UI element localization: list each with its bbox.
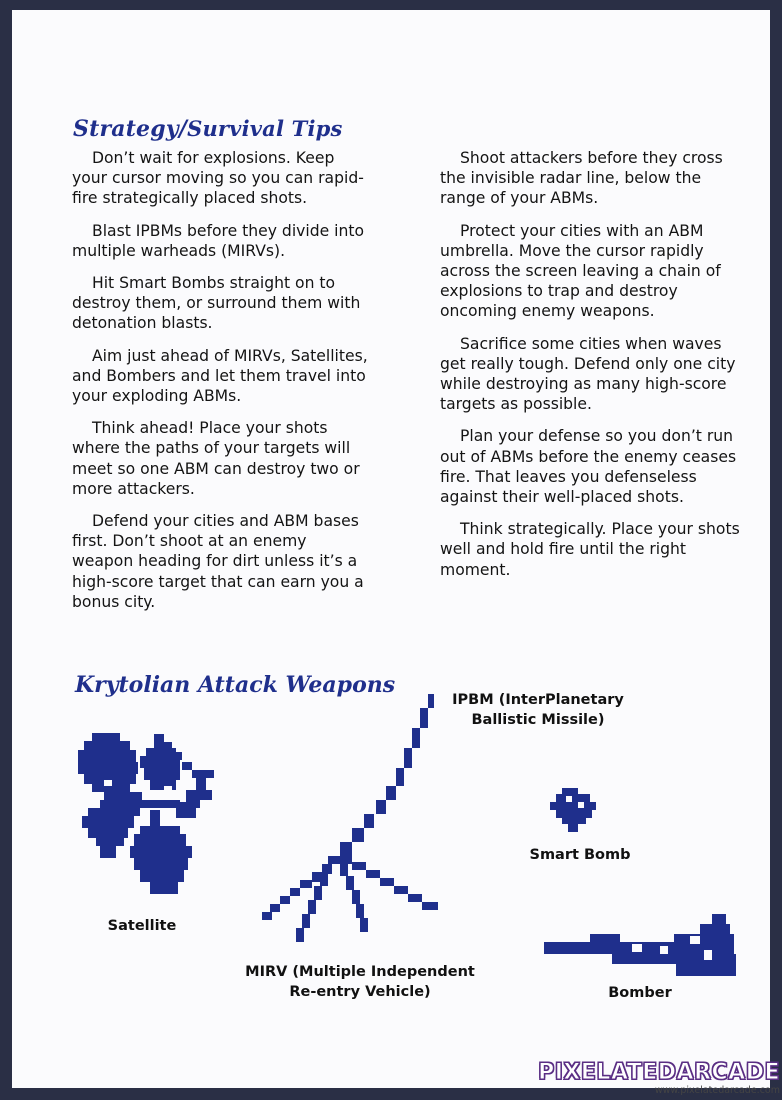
tip-paragraph: Don’t wait for explosions. Keep your cursor moving so you can rapid-fire strategically placed shots. xyxy=(72,149,364,208)
watermark-title: PIXELATEDARCADE xyxy=(538,1060,780,1085)
ipbm-label: IPBM (InterPlanetary Ballistic Missile) xyxy=(452,692,624,728)
tip-paragraph: Defend your cities and ABM bases first. Don’t shoot at an enemy weapon heading for dirt unless it’s a high-score target that can earn you a bonus city. xyxy=(72,512,364,611)
watermark-url: www.pixelatedarcade.com xyxy=(654,1085,780,1096)
tip-paragraph: Blast IPBMs before they divide into multiple warheads (MIRVs). xyxy=(72,221,365,260)
satellite-label: Satellite xyxy=(107,918,177,934)
survival-tips-title: Survival Tips xyxy=(187,116,343,141)
bomber-label: Bomber xyxy=(608,985,672,1001)
mirv-sprite xyxy=(262,694,438,942)
tip-paragraph: Think ahead! Place your shots where the paths of your targets will meet so one ABM can destroy two or more attackers. xyxy=(72,419,360,498)
tip-paragraph: Hit Smart Bombs straight on to destroy them, or surround them with detonation blasts. xyxy=(72,274,361,333)
satellite-sprite xyxy=(78,733,214,894)
tip-paragraph: Aim just ahead of MIRVs, Satellites, and Bombers and let them travel into your exploding ABMs. xyxy=(72,346,368,406)
strategy-heading: Strategy/Survival Tips xyxy=(73,116,343,142)
tip-paragraph: Sacrifice some cities when waves get really tough. Defend only one city while destroying as many high-score targets as possible. xyxy=(440,334,736,414)
watermark xyxy=(538,1061,780,1096)
tip-paragraph: Protect your cities with an ABM umbrella. Move the cursor rapidly across the screen leaving a chain of explosions to trap and destroy oncoming enemy weapons. xyxy=(440,221,721,321)
smart-bomb-sprite xyxy=(550,788,596,832)
mirv-label: MIRV (Multiple Independent Re-entry Vehicle) xyxy=(245,964,475,1000)
tip-paragraph: Think strategically. Place your shots well and hold fire until the right moment. xyxy=(440,520,740,579)
weapons-heading: Krytolian Attack Weapons xyxy=(75,672,396,698)
smart-bomb-label: Smart Bomb xyxy=(529,847,631,863)
strategy-title: Strategy xyxy=(73,116,179,142)
tip-paragraph: Shoot attackers before they cross the invisible radar line, below the range of your ABMs. xyxy=(440,149,723,208)
tip-paragraph: Plan your defense so you don’t run out of ABMs before the enemy ceases fire. That leaves you defenseless against their well-placed shots. xyxy=(440,427,737,507)
